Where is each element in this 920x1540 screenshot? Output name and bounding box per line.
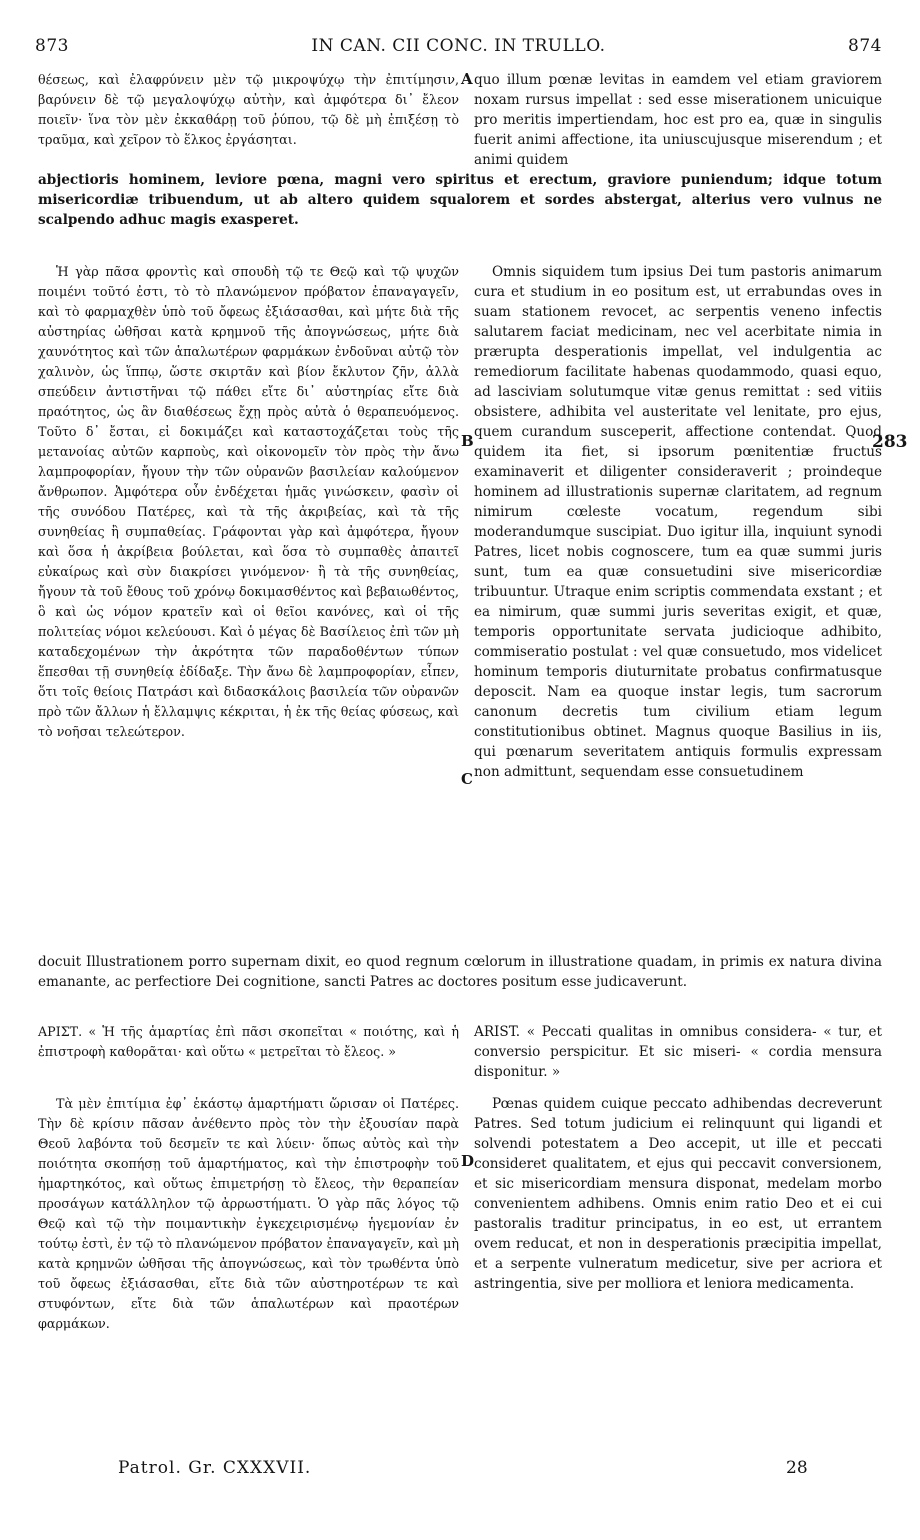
latin-continuation-1: abjectioris hominem, leviore pœna, magni vero spiritus et erectum, graviore puniendum; idque totum misericordiæ tribuendum, ut ab altero quidem squalorem et sordes abstergat, alterius vero vulnus ne scalpendo adhuc magis exasperet. — [38, 172, 882, 228]
footer-sheet-number: 28 — [786, 1458, 808, 1478]
section-marker-a: A — [461, 70, 473, 88]
page-number-right: 874 — [848, 36, 882, 56]
section-marker-d: D — [461, 1152, 475, 1170]
latin-aristenus-lemma: ARIST. « Peccati qualitas in omnibus considera- « tur, et conversio perspicitur. Et sic miseri- « cordia mensura disponitur. » — [474, 1024, 882, 1080]
latin-text-4: Pœnas quidem cuique peccato adhibendas decreverunt Patres. Sed totum judicium ei relinquunt qui ligandi et solvendi potestatem a Deo accepit, ut ille et peccati consideret qualitatem, et ejus qui peccavit conversionem, et sic misericordiam mensura disponat, medelam morbo convenientem adhibens. Omnis enim ratio Deo et ei cui pastoralis traditur principatus, in eo est, ut errantem ovem reducat, et non in desperationis præcipitia impellat, et a serpente vulneratum medicetur, sive per acriora et astringentia, sive per molliora et leniora medicamenta. — [474, 1096, 882, 1292]
column-page-number: 283 — [872, 432, 908, 452]
greek-aristenus-lemma: ΑΡΙΣΤ. « Ἡ τῆς ἁμαρτίας ἐπὶ πᾶσι σκοπεῖται « ποιότης, καὶ ἡ ἐπιστροφὴ καθορᾶται· καὶ οὕτω « μετρεῖται τὸ ἔλεος. » — [38, 1024, 459, 1059]
section-marker-c: C — [461, 770, 473, 788]
section-marker-b: B — [461, 432, 474, 450]
greek-text-2: Ἡ γὰρ πᾶσα φροντὶς καὶ σπουδὴ τῷ τε Θεῷ καὶ τῷ ψυχῶν ποιμένι τοῦτό ἐστι, τὸ τὸ πλανώμενον πρόβατον ἐπαναγαγεῖν, καὶ τὸ φαρμαχθὲν ὑπὸ τοῦ ὄφεως ἐξιάσασθαι, καὶ μήτε διὰ τῆς αὐστηρίας ὠθῆσαι κατὰ κρημνοῦ τῆς ἀπογνώσεως, μήτε διὰ χαυνότητος καὶ τῶν ἁπαλωτέρων φαρμάκων ἐνδοῦναι αὐτῷ τὸν χαλινὸν, ὡς ἵππῳ, ὥστε σκιρτᾶν καὶ βίον ἔκλυτον ζῆν, ἀλλὰ σπεύδειν ἀντιστῆναι τῷ πάθει εἴτε δι᾽ αὐστηρίας εἴτε διὰ πραότητος, ὡς ἂν διαθέσεως ἔχῃ πρὸς αὐτὰ ὁ θεραπευόμενος. Τοῦτο δ᾽ ἔσται, εἰ δοκιμάζει καὶ καταστοχάζεται τοὺς τῆς μετανοίας αὐτῶν καρποὺς, καὶ οἰκονομεῖν τὸν πρὸς τὴν ἄνω λαμπροφορίαν, ἤγουν τὴν τῶν οὐρανῶν βασιλείαν καλούμενον ἄνθρωπον. Ἀμφότερα οὖν ἐνδέχεται ἡμᾶς γινώσκειν, φασὶν οἱ τῆς συνόδου Πατέρες, καὶ τὰ τῆς ἀκριβείας, καὶ τὰ τῆς συνηθείας ἢ συμπαθείας. Γράφονται γὰρ καὶ ἀμφότερα, ἤγουν καὶ ὅσα ἡ ἀκρίβεια βούλεται, καὶ ὅσα τὸ συμπαθὲς ἀπαιτεῖ εὐκαίρως καὶ σὺν διακρίσει γινόμενον· ἢ τὰ τῆς συνηθείας, ἤγουν τὰ τοῦ ἔθους τοῦ χρόνῳ δοκιμασθέντος καὶ βεβαιωθέντος, ὃ καὶ ὡς νόμον κρατεῖν καὶ οἱ θεῖοι κανόνες, καὶ οἱ τῆς πολιτείας νόμοι κελεύουσι. Καὶ ὁ μέγας δὲ Βασίλειος ἐπὶ τῶν μὴ καταδεχομένων τὴν ἀκρότητα τῶν παραδοθέντων τύπων ἕπεσθαι τῇ συνηθείᾳ ἐδίδαξε. Τὴν ἄνω δὲ λαμπροφορίαν, εἶπεν, ὅτι τοῖς θείοις Πατράσι καὶ διδασκάλοις βασιλεία τῶν οὐρανῶν πρὸ τῶν ἄλλων ἡ ἔλλαμψις κέκριται, ἡ ἐκ τῆς θείας φύσεως, καὶ τὸ νοῆσαι τελεώτερον. — [38, 264, 459, 739]
running-title: IN CAN. CII CONC. IN TRULLO. — [311, 36, 606, 56]
greek-text-1: θέσεως, καὶ ἐλαφρύνειν μὲν τῷ μικροψύχῳ τὴν ἐπιτίμησιν, βαρύνειν δὲ τῷ μεγαλοψύχῳ αὐτὴν, καὶ ἀμφότερα δι᾽ ἔλεον ποιεῖν· ἵνα τὸν μὲν ἐκκαθάρῃ τοῦ ῥύπου, τῷ δὲ μὴ ἐπιξέσῃ τὸ τραῦμα, καὶ χεῖρον τὸ ἕλκος ἐργάσηται. — [38, 72, 459, 147]
running-header — [35, 36, 882, 62]
page-number-left: 873 — [35, 36, 69, 56]
greek-text-4: Τὰ μὲν ἐπιτίμια ἐφ᾽ ἑκάστῳ ἁμαρτήματι ὥρισαν οἱ Πατέρες. Τὴν δὲ κρίσιν πᾶσαν ἀνέθεντο πρὸς τὸν τὴν ἐξουσίαν παρὰ Θεοῦ λαβόντα τοῦ δεσμεῖν τε καὶ λύειν· ὅπως αὐτὸς καὶ τὴν ποιότητα σκοπήσῃ τοῦ ἁμαρτήματος, καὶ τὴν ἐπιστροφὴν τοῦ ἡμαρτηκότος, καὶ οὕτως ἐπιμετρήσῃ τὸ ἔλεος, τὴν θεραπείαν προσάγων κατάλληλον τῷ ἀρρωστήματι. Ὁ γὰρ πᾶς λόγος τῷ Θεῷ καὶ τῷ τὴν ποιμαντικὴν ἐγκεχειρισμένῳ ἡγεμονίαν ἐν τούτῳ ἐστὶ, ἐν τῷ τὸ πλανώμενον πρόβατον ἐπαναγαγεῖν, καὶ μὴ κατὰ κρημνῶν ὠθῆσαι τῆς ἀπογνώσεως, καὶ τὸν τρωθέντα ὑπὸ τοῦ ὄφεως ἐξιάσασθαι, εἴτε διὰ τῶν αὐστηροτέρων τε καὶ στυφόντων, εἴτε διὰ τῶν ἁπαλωτέρων καὶ πραοτέρων φαρμάκων. — [38, 1096, 460, 1331]
latin-text-2: Omnis siquidem tum ipsius Dei tum pastoris animarum cura et studium in eo positum est, ut errabundas oves in suam stationem revocet, ac serpentis veneno infectis salutarem faciat medicinam, nec vel acerbitate nimia in prærupta desperationis impellat, vel indulgentia ac remediorum facilitate habenas quodammodo, quasi equo, ad lasciviam solutumque vitæ genus remittat : sed vitiis obsistere, adhibita vel austeritate vel lenitate, pro ejus, quem curandum susceperit, affectione contendat. Quod quidem ita fiet, si ipsorum pœnitentiæ fructus examinaverit et diligenter consideraverit ; proindeque hominem ad illustrationis supernæ claritatem, ad regnum nimirum cœleste vocatum, regendum sibi moderandumque suscipiat. Duo igitur illa, inquiunt synodi Patres, licet nobis cognoscere, tum ea quæ summi juris sunt, tum ea quæ consuetudini sive misericordiæ tribuuntur. Utraque enim scriptis commendata exstant ; et ea nimirum, quæ summi juris severitas exigit, et quæ, temporis opportunitate servata judicioque adhibito, commiseratio postulat : vel quæ consuetudo, mos videlicet hominum temporis diuturnitate probatus confirmatusque deposcit. Nam ea quoque instar legis, tum sacrorum canonum decretis tum civilium etiam legum constitutionibus obtinet. Magnus quoque Basilius in iis, qui pœnarum severitatem antiquis formulis expressam non admittunt, sequendam esse consuetudinem — [474, 264, 882, 780]
footer-signature: Patrol. Gr. CXXXVII. — [118, 1458, 312, 1478]
latin-text-1: quo illum pœnæ levitas in eamdem vel etiam graviorem noxam rursus impellat : sed esse miserationem unicuique pro meritis impertiendam, hoc est pro ea, quæ in singulis fuerit animi affectione, ita uniuscujusque miserendum ; et animi quidem — [474, 72, 882, 168]
latin-continuation-2: docuit Illustrationem porro supernam dixit, eo quod regnum cœlorum in illustratione quadam, in primis ex natura divina emanante, ac perfectiore Dei cognitione, sancti Patres ac doctores positum esse judicaverunt. — [38, 954, 882, 990]
